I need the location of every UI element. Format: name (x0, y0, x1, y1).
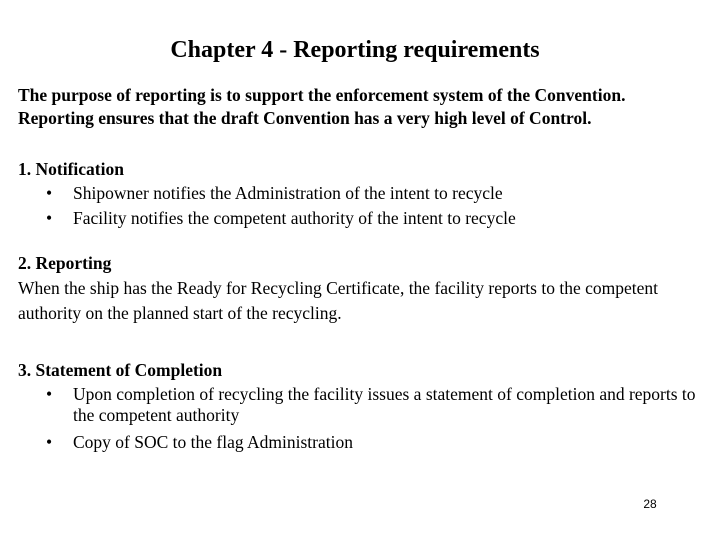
section-heading: 1. Notification (18, 159, 124, 179)
section-body-text: When the ship has the Ready for Recycling Certificate, the facility reports to the competent authority on the planned start of the recycling. (18, 278, 658, 323)
bullet-icon: • (46, 183, 53, 203)
bullet-list (18, 182, 718, 229)
slide-title: Chapter 4 - Reporting requirements (170, 37, 540, 63)
section-heading: 2. Reporting (18, 253, 112, 273)
list-item-text: Upon completion of recycling the facility issues a statement of completion and reports to the competent authority (73, 384, 696, 425)
section-heading: 3. Statement of Completion (18, 360, 223, 380)
intro-paragraph (18, 84, 718, 130)
list-item-text: Shipowner notifies the Administration of the intent to recycle (73, 183, 503, 203)
list-item-text: Copy of SOC to the flag Administration (73, 432, 353, 452)
list-item (18, 207, 718, 229)
bullet-list (18, 384, 718, 453)
intro-line-1: The purpose of reporting is to support the enforcement system of the Convention. (18, 85, 626, 105)
list-item (18, 384, 718, 426)
list-item-text: Facility notifies the competent authority of the intent to recycle (73, 208, 516, 228)
section-notification (18, 158, 718, 229)
intro-line-2: Reporting ensures that the draft Convention has a very high level of Control. (18, 108, 592, 128)
page-number: 28 (643, 497, 657, 511)
section-statement-of-completion (18, 359, 718, 453)
list-item (18, 431, 718, 453)
section-reporting (18, 252, 718, 326)
list-item (18, 182, 718, 204)
bullet-icon: • (46, 384, 53, 404)
bullet-icon: • (46, 432, 53, 452)
bullet-icon: • (46, 208, 53, 228)
